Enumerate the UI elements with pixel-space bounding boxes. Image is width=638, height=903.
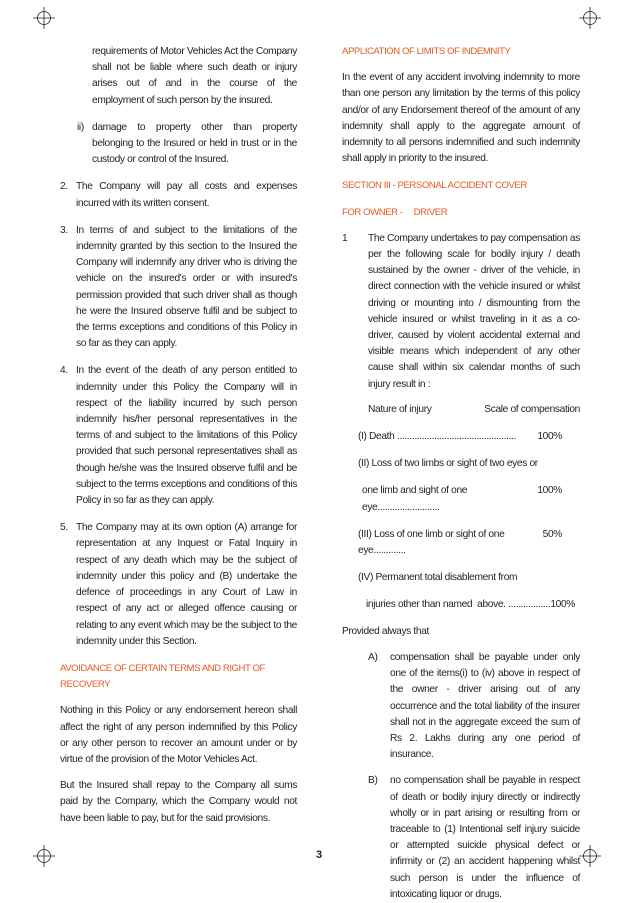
registration-mark-bottom-right-icon — [579, 845, 601, 867]
proviso-a — [368, 650, 580, 763]
right-column — [342, 44, 580, 903]
list-item-2-text: The Company will pay all costs and expenses incurred with its written consent. — [76, 181, 297, 209]
list-item-5-label: 5. — [60, 522, 68, 534]
list-item-3 — [60, 223, 297, 353]
scale-row-label: one limb and sight of one eye......................... — [362, 485, 468, 513]
avoidance-paragraph-1: Nothing in this Policy or any endorsement hereon shall affect the right of any person indemnified by this Policy or any other person to recover an amount under or by virtue of the provision of the Motor Vehicles Act. — [60, 705, 297, 765]
scale-row-one-limb — [358, 527, 562, 559]
scale-of-compensation-header: Scale of compensation — [484, 403, 580, 415]
scale-row-percentage: 100% — [550, 599, 575, 611]
left-column — [60, 44, 297, 827]
list-item-4-text: In the event of the death of any person entitled to indemnity under this Policy the Company will in respect of the liability incurred by such person indemnify his/her personal representatives in the terms of and subject to the limitations of this Policy provided that such personal representatives shall as though he/she was the Insured observe fulfil and be subject to the terms exceptions and conditions of this Policy in so far as they can apply. — [76, 365, 297, 507]
scale-row-percentage: 100% — [537, 485, 562, 497]
limits-heading: APPLICATION OF LIMITS OF INDEMNITY — [342, 46, 511, 57]
avoidance-heading: AVOIDANCE OF CERTAIN TERMS AND RIGHT OF RECOVERY — [60, 662, 265, 691]
scale-header — [368, 402, 580, 418]
list-item-5-text: The Company may at its own option (A) arrange for representation at any Inquest or Fatal Inquiry in respect of any death which may be the subject of indemnity under this policy and (B) undertake the defence of proceedings in any Court of Law in respect of any act or alleged offence causing or relating to any event which may be the subject to the indemnity under this Section. — [76, 522, 297, 647]
list-item-2-label: 2. — [60, 181, 68, 193]
list-item-3-label: 3. — [60, 224, 68, 236]
clause-1-label: 1 — [342, 232, 348, 244]
sub-item-ii-label: ii) — [77, 121, 84, 133]
scale-row-permanent-disablement — [358, 570, 562, 586]
list-item-2 — [60, 179, 297, 211]
clause-1 — [342, 231, 580, 393]
list-item-5 — [60, 520, 297, 650]
scale-row-two-limbs-cont — [362, 483, 562, 515]
proviso-b — [368, 773, 580, 903]
scale-row-percentage: 100% — [537, 431, 562, 443]
proviso-a-text: compensation shall be payable under only one of the items(i) to (iv) above in respect of the owner - driver arising out of any occurrence and the total liability of the insurer shall not in the aggregate exceed the sum of Rs 2. Lakhs during any one period of insurance. — [390, 651, 580, 761]
registration-mark-top-left-icon — [33, 7, 55, 29]
proviso-a-label: A) — [368, 651, 378, 663]
list-item-4-label: 4. — [60, 365, 68, 377]
proviso-b-label: B) — [368, 775, 378, 787]
nature-of-injury-header: Nature of injury — [368, 403, 432, 415]
scale-row-permanent-disablement-cont — [366, 597, 575, 613]
list-item-4 — [60, 363, 297, 509]
registration-mark-top-right-icon — [579, 7, 601, 29]
scale-row-percentage: 50% — [542, 528, 562, 540]
scale-row-two-limbs — [358, 456, 562, 472]
proviso-b-text: no compensation shall be payable in respect of death or bodily injury directly or indirectly wholly or in part arising or resulting from or traceable to (1) Intentional self injury suicide or attempted suicide physical defect or infirmity or (2) an accident happening whilst such person is under the influence of intoxicating liquor or drugs. — [390, 775, 580, 900]
sub-item-continuation: requirements of Motor Vehicles Act the Company shall not be liable where such death or injury arises out of and in the course of the employment of such person by the insured. — [92, 46, 297, 106]
scale-row-death — [358, 429, 562, 445]
scale-row-label: (III) Loss of one limb or sight of one eye............. — [358, 528, 505, 557]
limits-paragraph: In the event of any accident involving indemnity to more than one person any limitation by the terms of this policy and/or of any Endorsement thereof of the amount of any indemnity shall apply to the aggregate amount of indemnity to all persons indemnified and such indemnity shall apply in priority to the insured. — [342, 72, 580, 165]
scale-row-label: (I) Death ................................................ — [358, 431, 517, 443]
sub-item-ii-text: damage to property other than property belonging to the Insured or held in trust or in the custody or control of the Insured. — [92, 121, 297, 166]
scale-row-label: injuries other than named above. ................. — [366, 599, 551, 611]
scale-row-label: (II) Loss of two limbs or sight of two eyes or — [358, 458, 538, 470]
list-item-3-text: In terms of and subject to the limitations of the indemnity granted by this section to the Insured the Company will indemnify any driver who is driving the vehicle on the insured's order or with insured's permission provided that such driver shall as though he were the Insured observe fulfil and be subject to the terms exceptions and conditions of this Policy in so far as they can apply. — [76, 224, 297, 350]
section-iii-heading: SECTION III - PERSONAL ACCIDENT COVER — [342, 180, 527, 192]
sub-item-ii — [77, 120, 297, 169]
avoidance-paragraph-2: But the Insured shall repay to the Company all sums paid by the Company, which the Company would not have been liable to pay, but for the said provisions. — [60, 780, 297, 824]
page-number: 3 — [315, 849, 323, 861]
scale-row-label: (IV) Permanent total disablement from — [358, 572, 518, 584]
registration-mark-bottom-left-icon — [33, 845, 55, 867]
owner-driver-heading: FOR OWNER - DRIVER — [342, 206, 448, 218]
provided-always: Provided always that — [342, 625, 430, 637]
clause-1-text: The Company undertakes to pay compensation as per the following scale for bodily injury / death sustained by the owner - driver of the vehicle, in direct connection with the vehicle insured or whilst driving or mounting into / dismounting from the vehicle insured or whilst traveling in it as a co-driver, caused by violent accidental external and visible means which independent of any other cause shall within six calendar months of such injury result in : — [368, 232, 580, 390]
